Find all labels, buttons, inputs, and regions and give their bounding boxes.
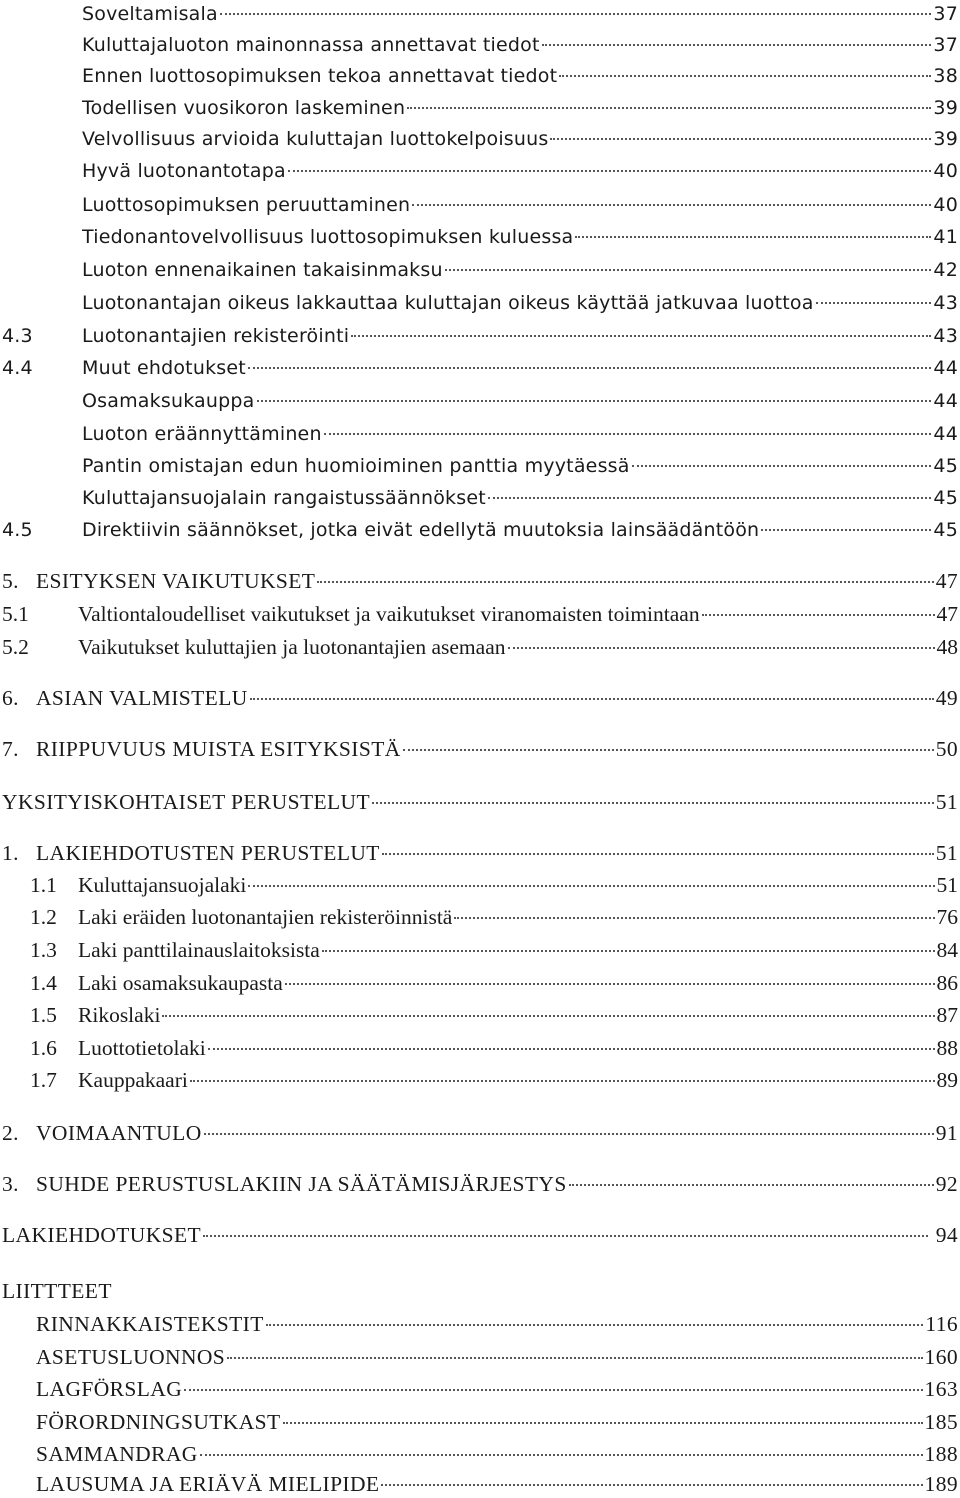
toc-entry[interactable] xyxy=(30,1001,958,1029)
toc-entry-page: 86 xyxy=(936,971,958,995)
toc-entry-page: 45 xyxy=(933,519,958,541)
toc-entry-page: 47 xyxy=(935,569,958,593)
dot-leader xyxy=(445,269,932,271)
toc-entry[interactable] xyxy=(82,223,958,251)
toc-entry-number: 4.4 xyxy=(2,357,33,379)
toc-entry[interactable] xyxy=(2,633,958,661)
toc-entry-page: 44 xyxy=(933,357,958,379)
toc-entry-page: 43 xyxy=(933,325,958,347)
toc-entry-title: Luotonantajan oikeus lakkauttaa kuluttajan oikeus käyttää jatkuvaa luottoa xyxy=(82,292,814,314)
toc-entry-page: 39 xyxy=(933,128,958,150)
toc-entry-title: Kuluttajansuojalain rangaistussäännökset xyxy=(82,487,486,509)
toc-section-heading xyxy=(2,1277,958,1305)
toc-entry-page: 51 xyxy=(935,790,958,814)
dot-leader xyxy=(322,950,935,952)
toc-entry-number: 5.2 xyxy=(2,635,29,659)
dot-leader xyxy=(542,44,932,46)
toc-entry-title: YKSITYISKOHTAISET PERUSTELUT xyxy=(2,790,371,814)
toc-entry-page: 84 xyxy=(936,938,958,962)
toc-entry-title: Ennen luottosopimuksen tekoa annettavat tiedot xyxy=(82,65,558,87)
toc-entry-title: Pantin omistajan edun huomioiminen panttia myytäessä xyxy=(82,455,630,477)
toc-entry-number: 1.5 xyxy=(30,1003,57,1027)
toc-entry-page: 43 xyxy=(933,292,958,314)
toc-entry-page: 88 xyxy=(936,1036,958,1060)
dot-leader xyxy=(162,1015,934,1017)
toc-entry-page: 41 xyxy=(933,226,958,248)
toc-entry[interactable] xyxy=(82,31,958,59)
toc-entry[interactable] xyxy=(2,1221,958,1249)
toc-entry-title: Laki panttilainauslaitoksista xyxy=(78,938,320,962)
toc-entry[interactable] xyxy=(82,157,958,185)
toc-entry-page: 45 xyxy=(933,487,958,509)
toc-entry-number: 1.2 xyxy=(30,905,57,929)
toc-entry-page: 189 xyxy=(924,1472,958,1496)
toc-entry-page: 48 xyxy=(936,635,958,659)
toc-entry[interactable] xyxy=(36,1440,958,1468)
toc-entry-title: ASETUSLUONNOS xyxy=(36,1345,226,1369)
toc-entry-number: 5. xyxy=(2,569,19,593)
toc-entry[interactable] xyxy=(30,936,958,964)
toc-entry-number: 4.5 xyxy=(2,519,33,541)
toc-entry-title: Velvollisuus arvioida kuluttajan luottokelpoisuus xyxy=(82,128,549,150)
dot-leader xyxy=(632,465,932,467)
dot-leader xyxy=(559,75,931,77)
toc-entry-title: Soveltamisala xyxy=(82,3,218,25)
toc-entry-page: 49 xyxy=(935,686,958,710)
toc-entry-title: Rikoslaki xyxy=(78,1003,161,1027)
toc-entry-page: 40 xyxy=(933,160,958,182)
toc-entry[interactable] xyxy=(82,387,958,415)
toc-entry[interactable] xyxy=(36,1375,958,1403)
toc-entry[interactable] xyxy=(2,735,958,763)
toc-entry-page: 40 xyxy=(933,194,958,216)
dot-leader xyxy=(488,497,932,499)
dot-leader xyxy=(412,204,931,206)
dot-leader xyxy=(372,802,934,804)
toc-entry-title: LAKIEHDOTUSTEN PERUSTELUT xyxy=(36,841,380,865)
toc-entry-title: Laki osamaksukaupasta xyxy=(78,971,283,995)
dot-leader xyxy=(248,367,932,369)
toc-entry-page: 116 xyxy=(925,1312,958,1336)
dot-leader xyxy=(403,749,934,751)
toc-entry-page: 39 xyxy=(933,97,958,119)
dot-leader xyxy=(248,885,934,887)
toc-entry-page: 50 xyxy=(935,737,958,761)
toc-entry-title: LIITTTEET xyxy=(2,1279,112,1303)
dot-leader xyxy=(203,1235,928,1237)
toc-entry-number: 2. xyxy=(2,1121,19,1145)
toc-entry-page: 188 xyxy=(924,1442,958,1466)
toc-entry-title: VOIMAANTULO xyxy=(36,1121,202,1145)
toc-entry-title: Kuluttajaluoton mainonnassa annettavat tiedot xyxy=(82,34,540,56)
toc-entry[interactable] xyxy=(82,0,958,28)
toc-entry-number: 1.4 xyxy=(30,971,57,995)
toc-entry-number: 7. xyxy=(2,737,19,761)
toc-entry-page: 37 xyxy=(933,3,958,25)
toc-entry[interactable] xyxy=(82,191,958,219)
dot-leader xyxy=(250,698,934,700)
toc-entry-page: 37 xyxy=(933,34,958,56)
toc-entry-title: FÖRORDNINGSUTKAST xyxy=(36,1410,281,1434)
toc-entry[interactable] xyxy=(36,1408,958,1436)
toc-entry-title: SUHDE PERUSTUSLAKIIN JA SÄÄTÄMISJÄRJESTYS xyxy=(36,1172,567,1196)
toc-entry[interactable] xyxy=(30,1066,958,1094)
toc-entry-page: 38 xyxy=(933,65,958,87)
toc-entry-number: 1.1 xyxy=(30,873,57,897)
toc-entry[interactable] xyxy=(2,354,958,382)
toc-entry[interactable] xyxy=(2,684,958,712)
dot-leader xyxy=(220,13,932,15)
toc-entry-page: 47 xyxy=(936,602,958,626)
toc-entry-title: Laki eräiden luotonantajien rekisteröinnistä xyxy=(78,905,453,929)
toc-entry-title: Muut ehdotukset xyxy=(82,357,246,379)
toc-entry-title: LAUSUMA JA ERIÄVÄ MIELIPIDE xyxy=(36,1472,380,1496)
dot-leader xyxy=(208,1048,935,1050)
toc-entry-title: Osamaksukauppa xyxy=(82,390,255,412)
toc-entry[interactable] xyxy=(82,256,958,284)
toc-entry-page: 185 xyxy=(924,1410,958,1434)
toc-entry-page: 87 xyxy=(936,1003,958,1027)
dot-leader xyxy=(204,1133,934,1135)
dot-leader xyxy=(283,1422,923,1424)
toc-entry-title: RINNAKKAISTEKSTIT xyxy=(36,1312,264,1336)
toc-entry-page: 44 xyxy=(933,423,958,445)
toc-entry-title: Valtiontaloudelliset vaikutukset ja vaikutukset viranomaisten toimintaan xyxy=(78,602,700,626)
toc-entry[interactable] xyxy=(2,1170,958,1198)
toc-entry-number: 6. xyxy=(2,686,19,710)
toc-entry-number: 1.7 xyxy=(30,1068,57,1092)
dot-leader xyxy=(200,1454,923,1456)
dot-leader xyxy=(351,335,931,337)
toc-entry-title: Luotonantajien rekisteröinti xyxy=(82,325,350,347)
dot-leader xyxy=(381,1484,922,1486)
toc-entry[interactable] xyxy=(2,600,958,628)
toc-entry-title: Direktiivin säännökset, jotka eivät edellytä muutoksia lainsäädäntöön xyxy=(82,519,760,541)
toc-entry[interactable] xyxy=(82,94,958,122)
toc-entry-title: Tiedonantovelvollisuus luottosopimuksen kuluessa xyxy=(82,226,574,248)
dot-leader xyxy=(324,433,932,435)
toc-entry-title: RIIPPUVUUS MUISTA ESITYKSISTÄ xyxy=(36,737,401,761)
toc-entry[interactable] xyxy=(82,420,958,448)
dot-leader xyxy=(454,917,934,919)
toc-entry[interactable] xyxy=(2,322,958,350)
toc-entry[interactable] xyxy=(82,452,958,480)
toc-entry-page: 44 xyxy=(933,390,958,412)
toc-entry[interactable] xyxy=(36,1343,958,1371)
toc-entry-page: 160 xyxy=(924,1345,958,1369)
dot-leader xyxy=(227,1357,922,1359)
toc-entry-page: 92 xyxy=(935,1172,958,1196)
dot-leader xyxy=(190,1080,935,1082)
toc-entry[interactable] xyxy=(2,839,958,867)
toc-entry-title: Hyvä luotonantotapa xyxy=(82,160,286,182)
toc-entry-title: SAMMANDRAG xyxy=(36,1442,198,1466)
toc-entry-title: Vaikutukset kuluttajien ja luotonantajien asemaan xyxy=(78,635,506,659)
toc-entry-title: ESITYKSEN VAIKUTUKSET xyxy=(36,569,316,593)
toc-entry-page: 51 xyxy=(936,873,958,897)
toc-entry[interactable] xyxy=(2,567,958,595)
dot-leader xyxy=(761,529,931,531)
dot-leader xyxy=(575,236,931,238)
toc-entry[interactable] xyxy=(36,1470,958,1498)
toc-entry[interactable] xyxy=(36,1310,958,1338)
dot-leader xyxy=(407,107,931,109)
toc-entry[interactable] xyxy=(82,289,958,317)
dot-leader xyxy=(257,400,932,402)
toc-entry-number: 1. xyxy=(2,841,19,865)
toc-entry-number: 5.1 xyxy=(2,602,29,626)
toc-entry[interactable] xyxy=(2,1119,958,1147)
toc-entry-title: Kauppakaari xyxy=(78,1068,188,1092)
dot-leader xyxy=(569,1184,934,1186)
dot-leader xyxy=(550,138,931,140)
dot-leader xyxy=(288,170,932,172)
toc-entry-page: 89 xyxy=(936,1068,958,1092)
dot-leader xyxy=(317,581,933,583)
toc-entry-title: Kuluttajansuojalaki xyxy=(78,873,247,897)
toc-entry-page: 45 xyxy=(933,455,958,477)
toc-entry-title: ASIAN VALMISTELU xyxy=(36,686,248,710)
toc-entry-page: 42 xyxy=(933,259,958,281)
toc-entry[interactable] xyxy=(2,788,958,816)
toc-entry-number: 1.3 xyxy=(30,938,57,962)
toc-entry[interactable] xyxy=(2,516,958,544)
dot-leader xyxy=(702,614,935,616)
toc-entry[interactable] xyxy=(30,969,958,997)
toc-entry-title: Luottosopimuksen peruuttaminen xyxy=(82,194,411,216)
toc-entry[interactable] xyxy=(82,62,958,90)
toc-entry-title: LAGFÖRSLAG xyxy=(36,1377,183,1401)
toc-entry[interactable] xyxy=(82,125,958,153)
toc-entry[interactable] xyxy=(30,1034,958,1062)
dot-leader xyxy=(382,853,934,855)
toc-entry[interactable] xyxy=(30,903,958,931)
toc-entry-number: 4.3 xyxy=(2,325,33,347)
toc-entry-page: 51 xyxy=(935,841,958,865)
toc-entry[interactable] xyxy=(82,484,958,512)
toc-entry-title: LAKIEHDOTUKSET xyxy=(2,1223,202,1247)
dot-leader xyxy=(285,983,935,985)
dot-leader xyxy=(816,302,932,304)
toc-entry-title: Luottotietolaki xyxy=(78,1036,206,1060)
toc-entry-title: Todellisen vuosikoron laskeminen xyxy=(82,97,406,119)
dot-leader xyxy=(184,1389,922,1391)
toc-entry-title: Luoton ennenaikainen takaisinmaksu xyxy=(82,259,443,281)
dot-leader xyxy=(508,647,935,649)
toc-entry-number: 1.6 xyxy=(30,1036,57,1060)
toc-entry-title: Luoton eräännyttäminen xyxy=(82,423,322,445)
toc-entry-page: 76 xyxy=(936,905,958,929)
dot-leader xyxy=(266,1324,924,1326)
toc-entry-page: 94 xyxy=(929,1223,958,1247)
toc-entry-page: 91 xyxy=(935,1121,958,1145)
toc-entry-page: 163 xyxy=(924,1377,958,1401)
toc-entry[interactable] xyxy=(30,871,958,899)
toc-entry-number: 3. xyxy=(2,1172,19,1196)
